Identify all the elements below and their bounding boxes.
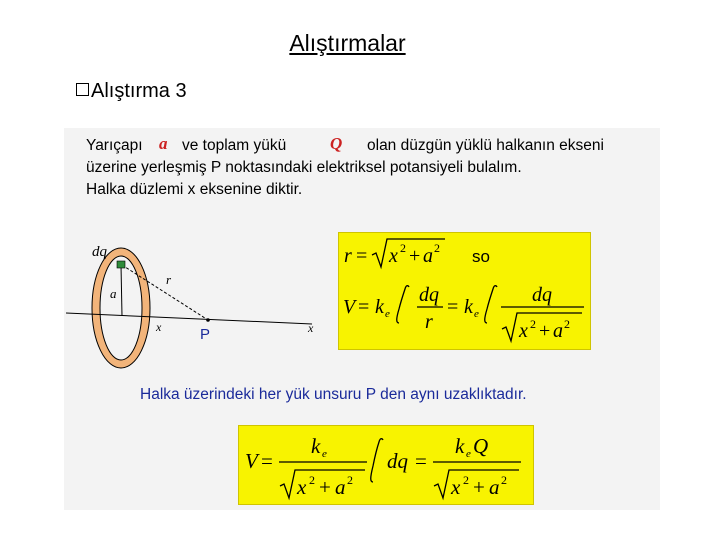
radius-line <box>121 265 122 316</box>
ring-diagram <box>66 236 326 376</box>
svg-text:2: 2 <box>400 241 406 255</box>
svg-text:e: e <box>466 448 471 460</box>
problem-text-1a: Yarıçapı <box>86 137 143 154</box>
a-label: a <box>110 286 117 301</box>
svg-text:2: 2 <box>347 473 353 487</box>
svg-text:e: e <box>322 448 327 460</box>
formula-box-result <box>238 425 534 505</box>
svg-text:a: a <box>553 320 563 342</box>
svg-text:2: 2 <box>530 317 536 331</box>
svg-text:=: = <box>358 296 370 318</box>
svg-text:2: 2 <box>564 317 570 331</box>
formula-result-svg <box>239 426 533 504</box>
equidistant-statement: Halka üzerindeki her yük unsuru P den aynı uzaklıktadır. <box>140 386 527 403</box>
svg-text:V: V <box>245 449 258 473</box>
exercise-label: Alıştırma 3 <box>91 80 187 102</box>
svg-text:x: x <box>297 475 307 499</box>
svg-text:+: + <box>409 245 421 267</box>
svg-text:e: e <box>474 308 479 320</box>
problem-text-3: Halka düzlemi x eksenine diktir. <box>86 181 303 198</box>
svg-text:dq: dq <box>419 284 439 306</box>
svg-text:2: 2 <box>309 473 315 487</box>
svg-text:a: a <box>423 245 433 267</box>
svg-text:a: a <box>335 475 346 499</box>
point-p-marker <box>206 318 210 322</box>
distance-line <box>122 265 208 320</box>
svg-text:k: k <box>464 296 473 318</box>
svg-text:+: + <box>473 475 485 499</box>
p-label: P <box>200 326 211 343</box>
svg-text:x: x <box>389 245 398 267</box>
dq-label: dq <box>92 244 107 260</box>
svg-text:e: e <box>385 308 390 320</box>
exercise-heading <box>76 80 187 103</box>
so-label: so <box>472 247 490 266</box>
svg-text:dq: dq <box>387 449 408 473</box>
problem-text-2: üzerine yerleşmiş P noktasındaki elektriksel potansiyeli bulalım. <box>86 159 522 176</box>
svg-text:a: a <box>489 475 500 499</box>
svg-text:k: k <box>375 296 384 318</box>
svg-text:=: = <box>447 296 459 318</box>
svg-text:+: + <box>319 475 331 499</box>
svg-text:=: = <box>415 449 427 473</box>
x-label-axis: x <box>308 321 314 335</box>
svg-text:k: k <box>455 434 465 458</box>
radius-symbol: a <box>159 134 168 153</box>
page-title: Alıştırmalar <box>289 30 406 56</box>
svg-text:x: x <box>519 320 528 342</box>
svg-text:2: 2 <box>434 241 440 255</box>
svg-text:+: + <box>539 320 551 342</box>
formula-box-potential <box>338 232 591 350</box>
svg-text:k: k <box>311 434 321 458</box>
r-label: r <box>166 272 172 287</box>
x-axis <box>66 313 312 324</box>
svg-text:V: V <box>343 296 356 318</box>
checkbox-bullet-icon <box>76 83 89 96</box>
x-label-inner: x <box>156 320 162 334</box>
svg-text:2: 2 <box>463 473 469 487</box>
svg-text:2: 2 <box>501 473 507 487</box>
problem-text-1b: ve toplam yükü <box>182 137 287 154</box>
svg-text:x: x <box>451 475 461 499</box>
svg-text:Q: Q <box>473 434 489 458</box>
charge-symbol: Q <box>330 134 343 153</box>
charge-element <box>117 261 125 268</box>
svg-text:dq: dq <box>532 284 552 306</box>
svg-text:r: r <box>344 245 352 267</box>
svg-text:=: = <box>356 245 368 267</box>
formula-potential-svg <box>339 233 590 349</box>
svg-text:=: = <box>261 449 273 473</box>
problem-text-1c: olan düzgün yüklü halkanın ekseni <box>367 137 604 154</box>
svg-text:r: r <box>425 311 433 333</box>
